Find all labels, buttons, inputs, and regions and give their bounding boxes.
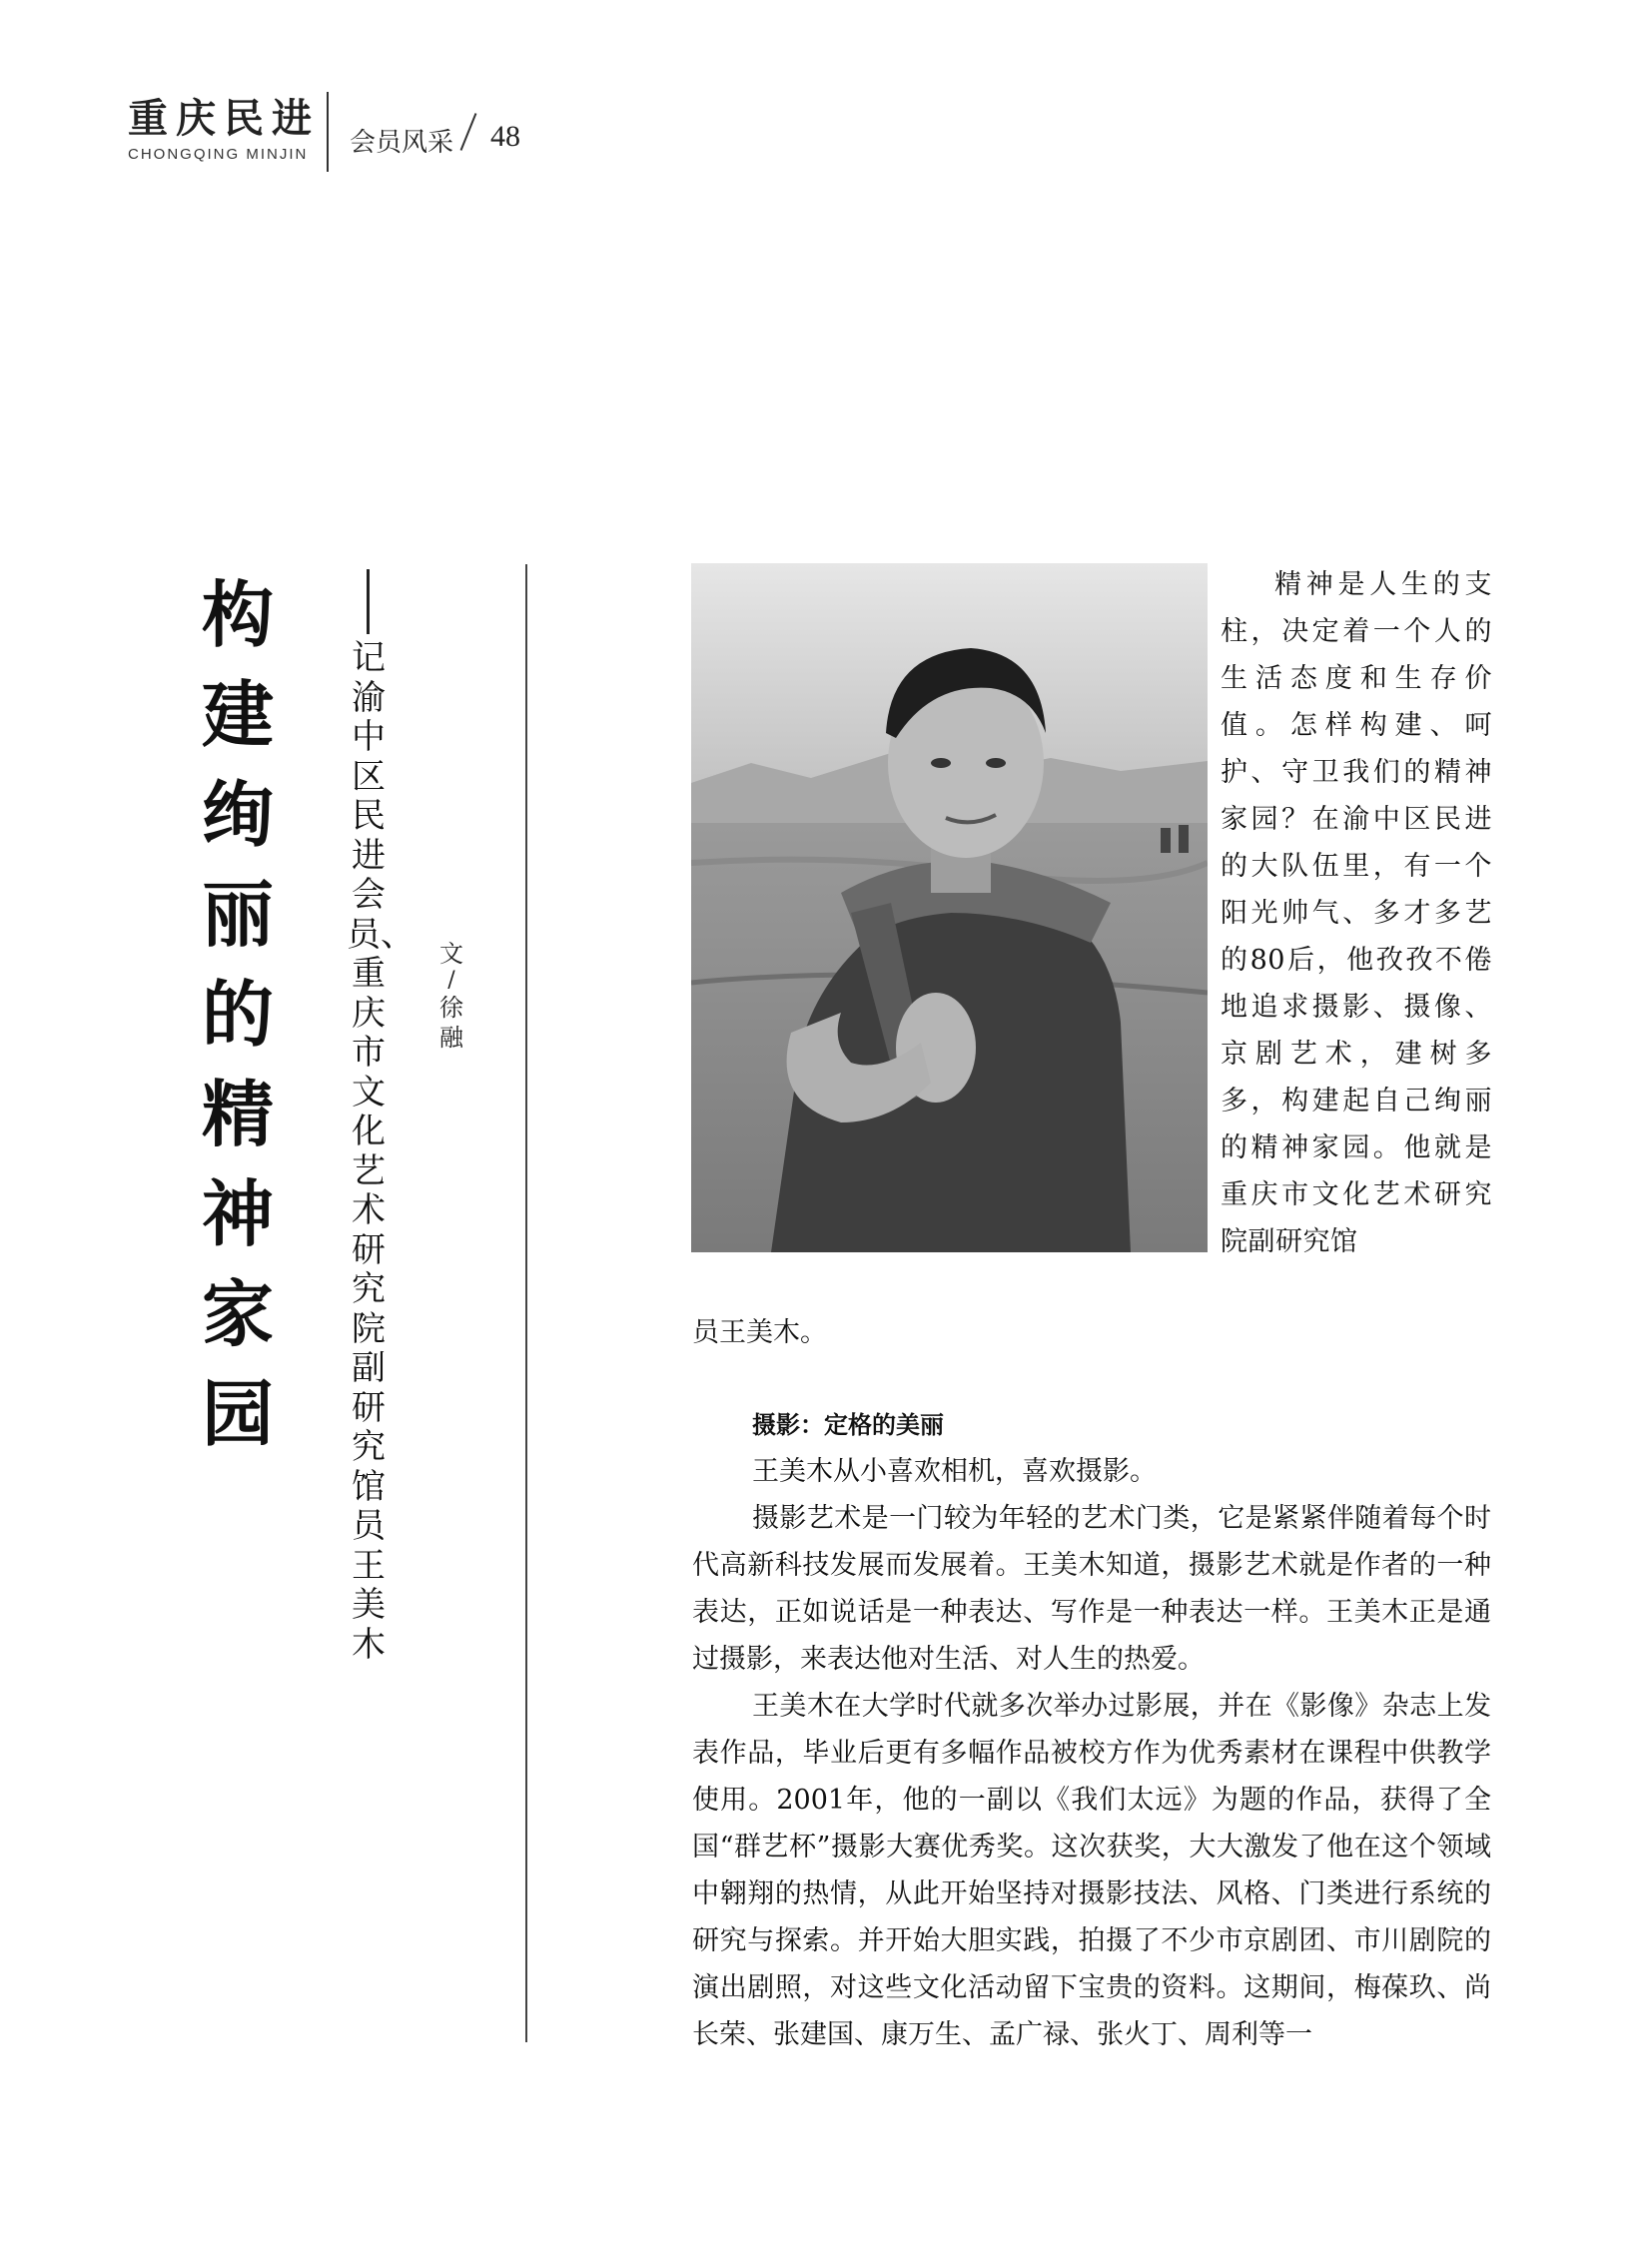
byline — [436, 939, 466, 1053]
page-number: 48 — [490, 120, 520, 153]
byline-slash: / — [447, 968, 455, 993]
portrait-image — [691, 563, 1208, 1252]
masthead-logo — [128, 96, 320, 163]
body-paragraph: 摄影艺术是一门较为年轻的艺术门类，它是紧紧伴随着每个时代高新科技发展而发展着。王美木知道，摄影艺术就是作者的一种表达，正如说话是一种表达、写作是一种表达一样。王美木正是通过摄影，来表达他对生活、对人生的热爱。 — [692, 1503, 1491, 1675]
intro-paragraph: 精神是人生的支柱，决定着一个人的生活态度和生存价值。怎样构建、呵护、守卫我们的精神家园？在渝中区民进的大队伍里，有一个阳光帅气、多才多艺的80后，他孜孜不倦地追求摄影、摄像、京剧艺术，建树多多，构建起自己绚丽的精神家园。他就是重庆市文化艺术研究院副研究馆 — [1221, 569, 1492, 1257]
article-subtitle: 记渝中区民进会员、重庆市文化艺术研究院副研究馆员王美木 — [347, 638, 414, 1665]
masthead-divider — [327, 92, 329, 172]
section-heading: 摄影：定格的美丽 — [752, 1411, 944, 1439]
article-title: 构建绚丽的精神家园 — [201, 572, 274, 1456]
byline-prefix: 文 — [439, 940, 463, 968]
section-name: 会员风采 — [350, 128, 454, 158]
logo-chinese: 重庆民进 — [128, 95, 320, 142]
body-paragraph: 王美木从小喜欢相机，喜欢摄影。 — [752, 1456, 1157, 1487]
masthead-slash — [460, 113, 477, 151]
subtitle-dash — [367, 569, 370, 634]
article-body — [692, 1402, 1491, 2058]
byline-author: 徐融 — [439, 994, 463, 1052]
intro-text — [1221, 561, 1492, 1265]
intro-continuation: 员王美木。 — [692, 1317, 827, 1348]
column-divider — [525, 564, 527, 2042]
logo-english: CHONGQING MINJIN — [128, 146, 309, 163]
portrait-photo — [691, 563, 1208, 1252]
body-paragraph: 王美木在大学时代就多次举办过影展，并在《影像》杂志上发表作品，毕业后更有多幅作品被校方作为优秀素材在课程中供教学使用。2001年，他的一副以《我们太远》为题的作品，获得了全国“群艺杯”摄影大赛优秀奖。这次获奖，大大激发了他在这个领域中翱翔的热情，从此开始坚持对摄影技法、风格、门类进行系统的研究与探索。并开始大胆实践，拍摄了不少市京剧团、市川剧院的演出剧照，对这些文化活动留下宝贵的资料。这期间，梅葆玖、尚长荣、张建国、康万生、孟广禄、张火丁、周利等一 — [692, 1691, 1491, 2050]
